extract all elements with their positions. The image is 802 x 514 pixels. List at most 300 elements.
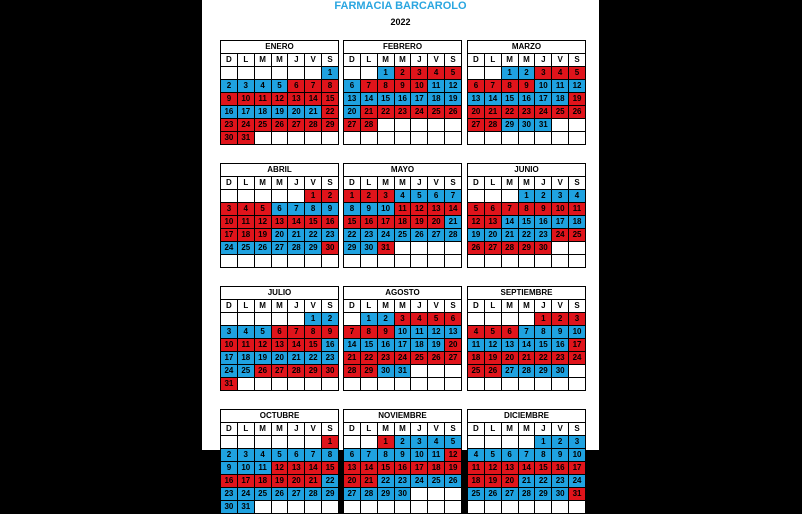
empty-cell: [411, 488, 428, 501]
day-cell: 15: [377, 93, 394, 106]
weekday-header: M: [254, 177, 271, 190]
empty-cell: [288, 190, 305, 203]
day-cell: 24: [221, 242, 238, 255]
empty-cell: [501, 255, 518, 268]
day-cell: 20: [484, 229, 501, 242]
day-cell: 1: [305, 313, 322, 326]
day-cell: 22: [305, 352, 322, 365]
empty-cell: [445, 132, 462, 145]
day-cell: 2: [221, 449, 238, 462]
day-cell: 14: [360, 93, 377, 106]
month-name: ENERO: [220, 40, 339, 53]
day-cell: 21: [360, 475, 377, 488]
weekday-header: M: [254, 300, 271, 313]
month-diciembre: [467, 409, 586, 514]
day-cell: 27: [501, 488, 518, 501]
empty-cell: [445, 378, 462, 391]
month-name: SEPTIEMBRE: [467, 286, 586, 299]
month-table: [467, 422, 586, 514]
day-cell: 24: [535, 106, 552, 119]
day-cell: 16: [377, 339, 394, 352]
empty-cell: [445, 488, 462, 501]
day-cell: 30: [221, 501, 238, 514]
weekday-header: D: [468, 300, 485, 313]
day-cell: 18: [411, 339, 428, 352]
day-cell: 10: [394, 326, 411, 339]
day-cell: 5: [484, 449, 501, 462]
day-cell: 8: [377, 80, 394, 93]
day-cell: 5: [484, 326, 501, 339]
day-cell: 19: [411, 216, 428, 229]
empty-cell: [411, 365, 428, 378]
day-cell: 29: [518, 242, 535, 255]
day-cell: 1: [344, 190, 361, 203]
empty-cell: [237, 67, 254, 80]
empty-cell: [254, 436, 271, 449]
day-cell: 23: [552, 475, 569, 488]
weekday-header: M: [377, 423, 394, 436]
day-cell: 12: [484, 462, 501, 475]
day-cell: 22: [322, 106, 339, 119]
day-cell: 5: [254, 203, 271, 216]
day-cell: 26: [445, 106, 462, 119]
day-cell: 19: [484, 475, 501, 488]
day-cell: 10: [569, 326, 586, 339]
month-name: DICIEMBRE: [467, 409, 586, 422]
day-cell: 22: [518, 229, 535, 242]
day-cell: 17: [569, 339, 586, 352]
day-cell: 25: [254, 119, 271, 132]
day-cell: 13: [271, 339, 288, 352]
empty-cell: [344, 378, 361, 391]
day-cell: 30: [552, 488, 569, 501]
empty-cell: [518, 132, 535, 145]
empty-cell: [552, 255, 569, 268]
day-cell: 20: [271, 229, 288, 242]
day-cell: 24: [221, 365, 238, 378]
day-cell: 11: [411, 326, 428, 339]
day-cell: 20: [271, 352, 288, 365]
day-cell: 24: [237, 119, 254, 132]
day-cell: 6: [344, 449, 361, 462]
empty-cell: [411, 119, 428, 132]
month-marzo: [467, 40, 586, 145]
day-cell: 27: [445, 352, 462, 365]
empty-cell: [344, 436, 361, 449]
day-cell: 4: [569, 190, 586, 203]
day-cell: 16: [535, 216, 552, 229]
day-cell: 2: [394, 436, 411, 449]
day-cell: 27: [468, 119, 485, 132]
day-cell: 11: [254, 93, 271, 106]
weekday-header: M: [518, 300, 535, 313]
day-cell: 16: [221, 475, 238, 488]
day-cell: 31: [535, 119, 552, 132]
weekday-header: M: [271, 54, 288, 67]
weekday-header: J: [411, 54, 428, 67]
day-cell: 20: [468, 106, 485, 119]
empty-cell: [569, 365, 586, 378]
day-cell: 3: [237, 80, 254, 93]
day-cell: 29: [322, 119, 339, 132]
day-cell: 7: [518, 449, 535, 462]
weekday-header: D: [221, 300, 238, 313]
weekday-header: M: [394, 300, 411, 313]
day-cell: 14: [305, 462, 322, 475]
day-cell: 8: [305, 203, 322, 216]
day-cell: 4: [254, 80, 271, 93]
day-cell: 28: [288, 242, 305, 255]
weekday-header: S: [569, 54, 586, 67]
empty-cell: [501, 436, 518, 449]
day-cell: 29: [501, 119, 518, 132]
day-cell: 5: [445, 436, 462, 449]
empty-cell: [484, 501, 501, 514]
day-cell: 19: [484, 352, 501, 365]
day-cell: 29: [377, 488, 394, 501]
empty-cell: [552, 119, 569, 132]
day-cell: 5: [445, 67, 462, 80]
day-cell: 12: [569, 80, 586, 93]
weekday-header: V: [305, 423, 322, 436]
day-cell: 30: [377, 365, 394, 378]
month-name: MAYO: [343, 163, 462, 176]
day-cell: 23: [360, 229, 377, 242]
day-cell: 6: [288, 80, 305, 93]
weekday-header: J: [411, 300, 428, 313]
empty-cell: [411, 132, 428, 145]
empty-cell: [322, 132, 339, 145]
day-cell: 23: [518, 106, 535, 119]
day-cell: 2: [360, 190, 377, 203]
day-cell: 29: [360, 365, 377, 378]
empty-cell: [484, 378, 501, 391]
day-cell: 29: [535, 488, 552, 501]
day-cell: 15: [535, 339, 552, 352]
empty-cell: [305, 132, 322, 145]
empty-cell: [254, 67, 271, 80]
weekday-header: M: [501, 423, 518, 436]
day-cell: 24: [394, 352, 411, 365]
day-cell: 16: [552, 339, 569, 352]
day-cell: 18: [468, 475, 485, 488]
day-cell: 16: [322, 339, 339, 352]
empty-cell: [484, 436, 501, 449]
empty-cell: [322, 378, 339, 391]
day-cell: 21: [344, 352, 361, 365]
day-cell: 17: [377, 216, 394, 229]
empty-cell: [344, 255, 361, 268]
day-cell: 22: [377, 475, 394, 488]
day-cell: 23: [221, 119, 238, 132]
day-cell: 2: [322, 190, 339, 203]
empty-cell: [288, 132, 305, 145]
day-cell: 5: [569, 67, 586, 80]
day-cell: 28: [305, 119, 322, 132]
empty-cell: [344, 67, 361, 80]
day-cell: 7: [305, 449, 322, 462]
weekday-header: J: [535, 177, 552, 190]
day-cell: 1: [360, 313, 377, 326]
day-cell: 31: [377, 242, 394, 255]
day-cell: 3: [569, 313, 586, 326]
day-cell: 19: [271, 106, 288, 119]
day-cell: 25: [254, 488, 271, 501]
empty-cell: [552, 501, 569, 514]
day-cell: 17: [237, 106, 254, 119]
day-cell: 7: [344, 326, 361, 339]
day-cell: 9: [394, 449, 411, 462]
day-cell: 30: [394, 488, 411, 501]
month-table: [220, 176, 339, 268]
empty-cell: [501, 378, 518, 391]
day-cell: 1: [322, 436, 339, 449]
day-cell: 4: [468, 449, 485, 462]
day-cell: 20: [445, 339, 462, 352]
day-cell: 19: [271, 475, 288, 488]
day-cell: 12: [484, 339, 501, 352]
day-cell: 4: [237, 326, 254, 339]
day-cell: 1: [501, 67, 518, 80]
month-octubre: [220, 409, 339, 514]
day-cell: 18: [237, 352, 254, 365]
day-cell: 11: [468, 339, 485, 352]
day-cell: 12: [445, 449, 462, 462]
day-cell: 20: [501, 475, 518, 488]
empty-cell: [360, 132, 377, 145]
day-cell: 9: [535, 203, 552, 216]
empty-cell: [360, 378, 377, 391]
day-cell: 2: [518, 67, 535, 80]
empty-cell: [237, 436, 254, 449]
empty-cell: [344, 501, 361, 514]
empty-cell: [221, 190, 238, 203]
day-cell: 14: [501, 216, 518, 229]
day-cell: 18: [237, 229, 254, 242]
day-cell: 9: [221, 462, 238, 475]
day-cell: 13: [445, 326, 462, 339]
empty-cell: [428, 488, 445, 501]
empty-cell: [271, 67, 288, 80]
day-cell: 10: [569, 449, 586, 462]
day-cell: 2: [377, 313, 394, 326]
weekday-header: M: [254, 423, 271, 436]
day-cell: 11: [254, 462, 271, 475]
day-cell: 14: [484, 93, 501, 106]
empty-cell: [569, 378, 586, 391]
day-cell: 5: [428, 313, 445, 326]
day-cell: 27: [288, 488, 305, 501]
day-cell: 27: [271, 242, 288, 255]
day-cell: 20: [344, 106, 361, 119]
day-cell: 18: [428, 462, 445, 475]
day-cell: 18: [394, 216, 411, 229]
day-cell: 2: [322, 313, 339, 326]
weekday-header: L: [484, 300, 501, 313]
day-cell: 4: [411, 313, 428, 326]
day-cell: 30: [322, 242, 339, 255]
day-cell: 17: [221, 229, 238, 242]
weekday-header: M: [501, 300, 518, 313]
day-cell: 10: [535, 80, 552, 93]
day-cell: 17: [411, 462, 428, 475]
weekday-header: L: [360, 423, 377, 436]
month-table: [343, 299, 462, 391]
empty-cell: [428, 242, 445, 255]
day-cell: 6: [271, 203, 288, 216]
month-table: [220, 53, 339, 145]
day-cell: 15: [518, 216, 535, 229]
day-cell: 1: [377, 436, 394, 449]
day-cell: 2: [552, 436, 569, 449]
day-cell: 2: [552, 313, 569, 326]
month-name: NOVIEMBRE: [343, 409, 462, 422]
empty-cell: [428, 255, 445, 268]
day-cell: 26: [271, 119, 288, 132]
day-cell: 12: [254, 339, 271, 352]
day-cell: 26: [569, 106, 586, 119]
day-cell: 19: [569, 93, 586, 106]
empty-cell: [428, 365, 445, 378]
day-cell: 15: [305, 339, 322, 352]
year-label: 2022: [390, 17, 411, 27]
empty-cell: [518, 255, 535, 268]
weekday-header: M: [501, 54, 518, 67]
day-cell: 17: [237, 475, 254, 488]
weekday-header: D: [468, 423, 485, 436]
empty-cell: [271, 378, 288, 391]
day-cell: 20: [288, 475, 305, 488]
day-cell: 5: [254, 326, 271, 339]
day-cell: 22: [501, 106, 518, 119]
weekday-header: V: [305, 300, 322, 313]
empty-cell: [360, 255, 377, 268]
month-abril: [220, 163, 339, 268]
day-cell: 29: [344, 242, 361, 255]
empty-cell: [237, 255, 254, 268]
day-cell: 23: [322, 229, 339, 242]
empty-cell: [445, 501, 462, 514]
day-cell: 30: [552, 365, 569, 378]
day-cell: 4: [428, 67, 445, 80]
day-cell: 15: [305, 216, 322, 229]
weekday-header: M: [518, 177, 535, 190]
day-cell: 19: [445, 93, 462, 106]
day-cell: 18: [254, 475, 271, 488]
weekday-header: J: [288, 177, 305, 190]
day-cell: 9: [221, 93, 238, 106]
day-cell: 28: [288, 365, 305, 378]
weekday-header: L: [360, 177, 377, 190]
day-cell: 10: [377, 203, 394, 216]
day-cell: 8: [360, 326, 377, 339]
day-cell: 11: [428, 80, 445, 93]
day-cell: 28: [360, 488, 377, 501]
day-cell: 3: [411, 436, 428, 449]
empty-cell: [271, 313, 288, 326]
day-cell: 7: [360, 80, 377, 93]
weekday-header: J: [411, 423, 428, 436]
weekday-header: D: [221, 177, 238, 190]
day-cell: 3: [237, 449, 254, 462]
day-cell: 3: [221, 326, 238, 339]
month-name: OCTUBRE: [220, 409, 339, 422]
day-cell: 21: [484, 106, 501, 119]
month-table: [343, 422, 462, 514]
empty-cell: [569, 242, 586, 255]
day-cell: 31: [569, 488, 586, 501]
empty-cell: [445, 242, 462, 255]
day-cell: 1: [535, 436, 552, 449]
day-cell: 3: [221, 203, 238, 216]
day-cell: 17: [569, 462, 586, 475]
day-cell: 28: [305, 488, 322, 501]
day-cell: 23: [394, 475, 411, 488]
empty-cell: [221, 313, 238, 326]
empty-cell: [237, 190, 254, 203]
empty-cell: [569, 119, 586, 132]
weekday-header: J: [288, 423, 305, 436]
day-cell: 22: [535, 352, 552, 365]
day-cell: 8: [305, 326, 322, 339]
day-cell: 16: [552, 462, 569, 475]
day-cell: 26: [411, 229, 428, 242]
day-cell: 15: [360, 339, 377, 352]
month-febrero: [343, 40, 462, 145]
day-cell: 6: [271, 326, 288, 339]
day-cell: 26: [445, 475, 462, 488]
day-cell: 25: [237, 365, 254, 378]
day-cell: 14: [518, 339, 535, 352]
day-cell: 27: [344, 488, 361, 501]
day-cell: 7: [305, 80, 322, 93]
day-cell: 7: [360, 449, 377, 462]
day-cell: 10: [411, 80, 428, 93]
day-cell: 25: [428, 475, 445, 488]
weekday-header: J: [288, 300, 305, 313]
day-cell: 18: [552, 93, 569, 106]
day-cell: 2: [221, 80, 238, 93]
day-cell: 8: [322, 80, 339, 93]
weekday-header: D: [468, 177, 485, 190]
day-cell: 29: [322, 488, 339, 501]
empty-cell: [344, 132, 361, 145]
day-cell: 16: [518, 93, 535, 106]
empty-cell: [468, 132, 485, 145]
calendar-page: [202, 0, 599, 511]
month-name: ABRIL: [220, 163, 339, 176]
day-cell: 21: [518, 475, 535, 488]
day-cell: 3: [394, 313, 411, 326]
day-cell: 8: [535, 449, 552, 462]
day-cell: 18: [468, 352, 485, 365]
day-cell: 30: [221, 132, 238, 145]
weekday-header: V: [428, 300, 445, 313]
day-cell: 21: [305, 106, 322, 119]
empty-cell: [360, 67, 377, 80]
day-cell: 10: [221, 216, 238, 229]
day-cell: 22: [344, 229, 361, 242]
day-cell: 1: [377, 67, 394, 80]
month-name: AGOSTO: [343, 286, 462, 299]
weekday-header: L: [484, 177, 501, 190]
day-cell: 21: [288, 352, 305, 365]
day-cell: 18: [428, 93, 445, 106]
day-cell: 7: [484, 80, 501, 93]
day-cell: 3: [569, 436, 586, 449]
day-cell: 21: [501, 229, 518, 242]
empty-cell: [254, 313, 271, 326]
